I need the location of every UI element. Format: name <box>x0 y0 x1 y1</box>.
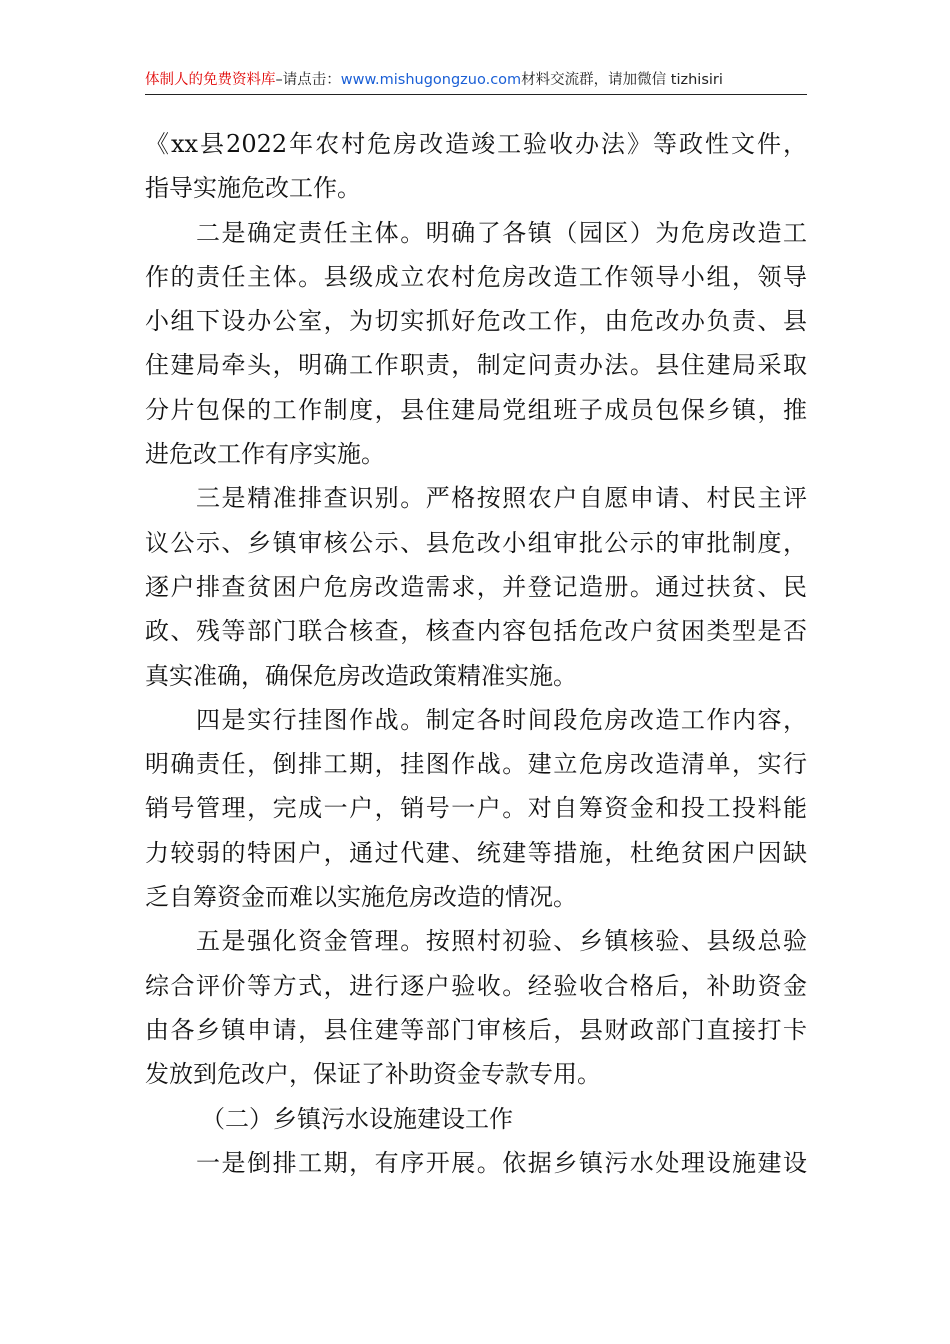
header-url-link[interactable]: www.mishugongzuo.com <box>340 72 522 88</box>
header-prompt: –请点击： <box>275 72 341 88</box>
body-line: 力较弱的特困户，通过代建、统建等措施，杜绝贫困户因缺 <box>145 838 807 867</box>
body-line: 真实准确，确保危房改造政策精准实施。 <box>145 661 577 690</box>
header-contact-text: 材料交流群，请加微信 tizhisiri <box>521 72 723 88</box>
body-line: 指导实施危改工作。 <box>145 174 361 203</box>
body-line: 《xx县2022年农村危房改造竣工验收办法》等政性文件， <box>145 130 807 158</box>
body-line: 一是倒排工期，有序开展。依据乡镇污水处理设施建设 <box>145 1148 807 1177</box>
body-line: 逐户排查贫困户危房改造需求，并登记造册。通过扶贫、民 <box>145 572 807 601</box>
body-line: 四是实行挂图作战。制定各时间段危房改造工作内容， <box>145 705 807 734</box>
body-line: 政、残等部门联合核查，核查内容包括危改户贫困类型是否 <box>145 617 807 646</box>
body-line: 明确责任，倒排工期，挂图作战。建立危房改造清单，实行 <box>145 750 807 779</box>
body-line: 议公示、乡镇审核公示、县危改小组审批公示的审批制度， <box>145 528 807 557</box>
document-body <box>145 122 807 1185</box>
body-line: 住建局牵头，明确工作职责，制定问责办法。县住建局采取 <box>145 351 807 380</box>
body-line: 由各乡镇申请，县住建等部门审核后，县财政部门直接打卡 <box>145 1015 807 1044</box>
body-line: 作的责任主体。县级成立农村危房改造工作领导小组，领导 <box>145 262 807 291</box>
body-line: 综合评价等方式，进行逐户验收。经验收合格后，补助资金 <box>145 971 807 1000</box>
body-line: 三是精准排查识别。严格按照农户自愿申请、村民主评 <box>145 484 807 513</box>
page-header <box>145 66 807 95</box>
body-line: 小组下设办公室，为切实抓好危改工作，由危改办负责、县 <box>145 307 807 336</box>
body-line: 乏自筹资金而难以实施危房改造的情况。 <box>145 883 577 912</box>
body-line: 发放到危改户，保证了补助资金专款专用。 <box>145 1060 601 1089</box>
section-heading: （二）乡镇污水设施建设工作 <box>201 1104 513 1133</box>
body-line: 进危改工作有序实施。 <box>145 440 385 469</box>
header-brand-link[interactable]: 体制人的免费资料库 <box>145 72 276 88</box>
body-line: 二是确定责任主体。明确了各镇（园区）为危房改造工 <box>145 218 807 247</box>
body-line: 五是强化资金管理。按照村初验、乡镇核验、县级总验 <box>145 927 807 956</box>
body-line: 销号管理，完成一户，销号一户。对自筹资金和投工投料能 <box>145 794 807 823</box>
body-line: 分片包保的工作制度，县住建局党组班子成员包保乡镇，推 <box>145 395 807 424</box>
